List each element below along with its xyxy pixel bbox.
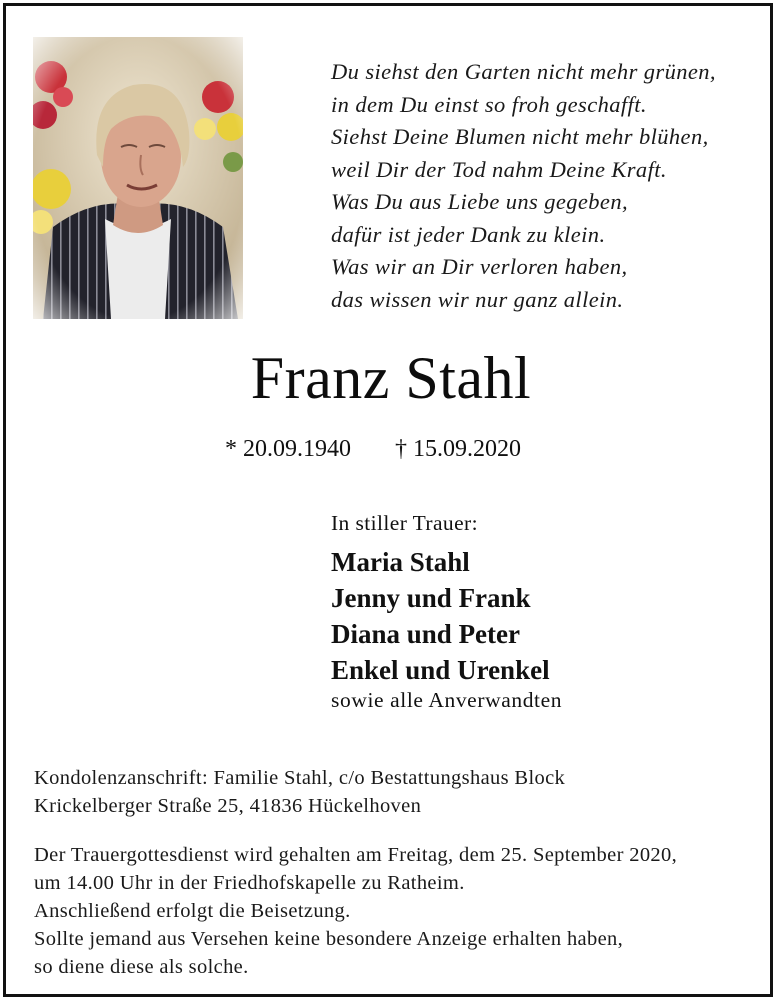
poem-line: in dem Du einst so froh geschafft. bbox=[331, 91, 647, 117]
condolence-line: Kondolenzanschrift: Familie Stahl, c/o Bestattungshaus Block bbox=[34, 767, 566, 789]
service-line: Der Trauergottesdienst wird gehalten am Freitag, dem 25. September 2020, bbox=[34, 844, 678, 866]
poem-line: weil Dir der Tod nahm Deine Kraft. bbox=[331, 156, 667, 182]
poem-line: Siehst Deine Blumen nicht mehr blühen, bbox=[331, 124, 709, 149]
mourner-name: Jenny und Frank bbox=[331, 583, 531, 613]
obituary-notice bbox=[3, 3, 773, 997]
portrait-photo bbox=[33, 37, 243, 319]
service-info bbox=[34, 841, 677, 981]
poem-line: Du siehst den Garten nicht mehr grünen, bbox=[331, 59, 716, 84]
poem-line: Was Du aus Liebe uns gegeben, bbox=[331, 189, 628, 214]
mourner-name: Maria Stahl bbox=[331, 547, 470, 577]
service-line: um 14.00 Uhr in der Friedhofskapelle zu Ratheim. bbox=[34, 872, 465, 894]
poem-line: das wissen wir nur ganz allein. bbox=[331, 286, 624, 312]
mourner-name: Diana und Peter bbox=[331, 619, 520, 649]
service-line: Anschließend erfolgt die Beisetzung. bbox=[34, 900, 351, 922]
mourners-also: sowie alle Anverwandten bbox=[331, 688, 563, 712]
poem-line: dafür ist jeder Dank zu klein. bbox=[331, 221, 606, 247]
poem-line: Was wir an Dir verloren haben, bbox=[331, 254, 628, 279]
birth-date: * 20.09.1940 bbox=[225, 436, 351, 462]
death-date: † 15.09.2020 bbox=[395, 436, 521, 462]
deceased-name: Franz Stahl bbox=[250, 345, 532, 411]
poem bbox=[331, 56, 761, 316]
mourners-intro: In stiller Trauer: bbox=[331, 511, 478, 535]
mourner-name: Enkel und Urenkel bbox=[331, 655, 550, 685]
condolence-line: Krickelberger Straße 25, 41836 Hückelhoven bbox=[34, 795, 422, 817]
service-line: Sollte jemand aus Versehen keine besondere Anzeige erhalten haben, bbox=[34, 928, 624, 950]
life-dates bbox=[225, 436, 521, 463]
service-line: so diene diese als solche. bbox=[34, 956, 249, 978]
condolence-address bbox=[34, 764, 565, 820]
mourners-block bbox=[331, 511, 562, 713]
